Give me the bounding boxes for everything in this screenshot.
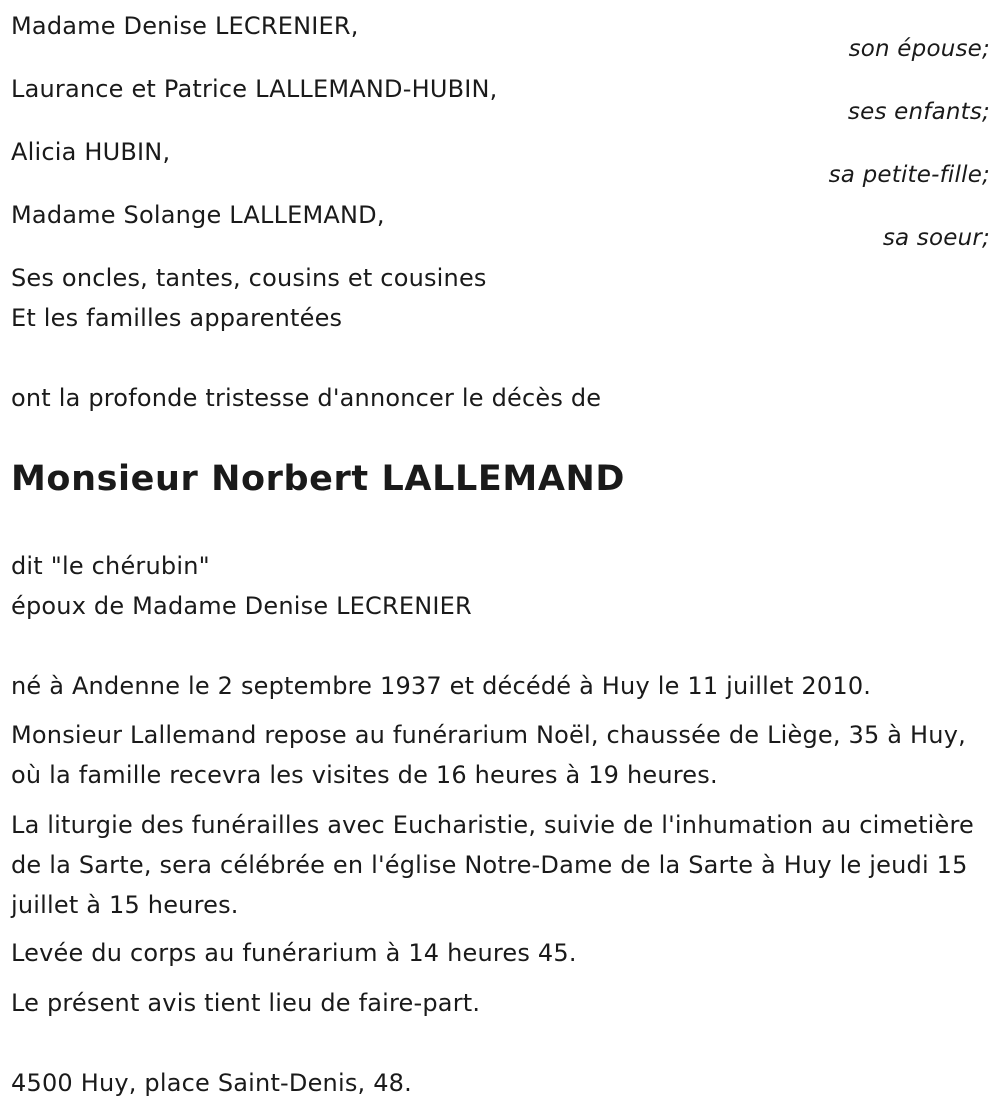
deceased-spouse: époux de Madame Denise LECRENIER (11, 592, 472, 620)
address-text: 4500 Huy, place Saint-Denis, 48. (11, 1069, 412, 1097)
notice-text: Le présent avis tient lieu de faire-part. (11, 989, 481, 1017)
family-role-sister: sa soeur; (882, 225, 990, 251)
deceased-nickname: dit "le chérubin" (11, 552, 210, 580)
family-name-spouse: Madame Denise LECRENIER, (11, 12, 359, 40)
relatives-line-1: Ses oncles, tantes, cousins et cousines (11, 264, 487, 292)
announcement-text: ont la profonde tristesse d'annoncer le décès de (11, 384, 602, 412)
birth-death-text: né à Andenne le 2 septembre 1937 et décédé à Huy le 11 juillet 2010. (11, 672, 872, 700)
family-role-children: ses enfants; (847, 99, 990, 125)
liturgy-paragraph: La liturgie des funérailles avec Eucharistie, suivie de l'inhumation au cimetière de la Sarte, sera célébrée en l'église Notre-Dame de la Sarte à Huy le jeudi 15 juillet à 15 heures. (11, 811, 975, 919)
family-name-granddaughter: Alicia HUBIN, (11, 138, 171, 166)
levee-text: Levée du corps au funérarium à 14 heures 45. (11, 939, 577, 967)
relatives-line-2: Et les familles apparentées (11, 304, 343, 332)
family-role-spouse: son épouse; (848, 36, 990, 62)
repose-paragraph: Monsieur Lallemand repose au funérarium Noël, chaussée de Liège, 35 à Huy, où la famille recevra les visites de 16 heures à 19 heures. (11, 721, 966, 789)
family-name-sister: Madame Solange LALLEMAND, (11, 201, 385, 229)
family-name-children: Laurance et Patrice LALLEMAND-HUBIN, (11, 75, 498, 103)
family-role-granddaughter: sa petite-fille; (828, 162, 990, 188)
deceased-name: Monsieur Norbert LALLEMAND (11, 459, 626, 499)
